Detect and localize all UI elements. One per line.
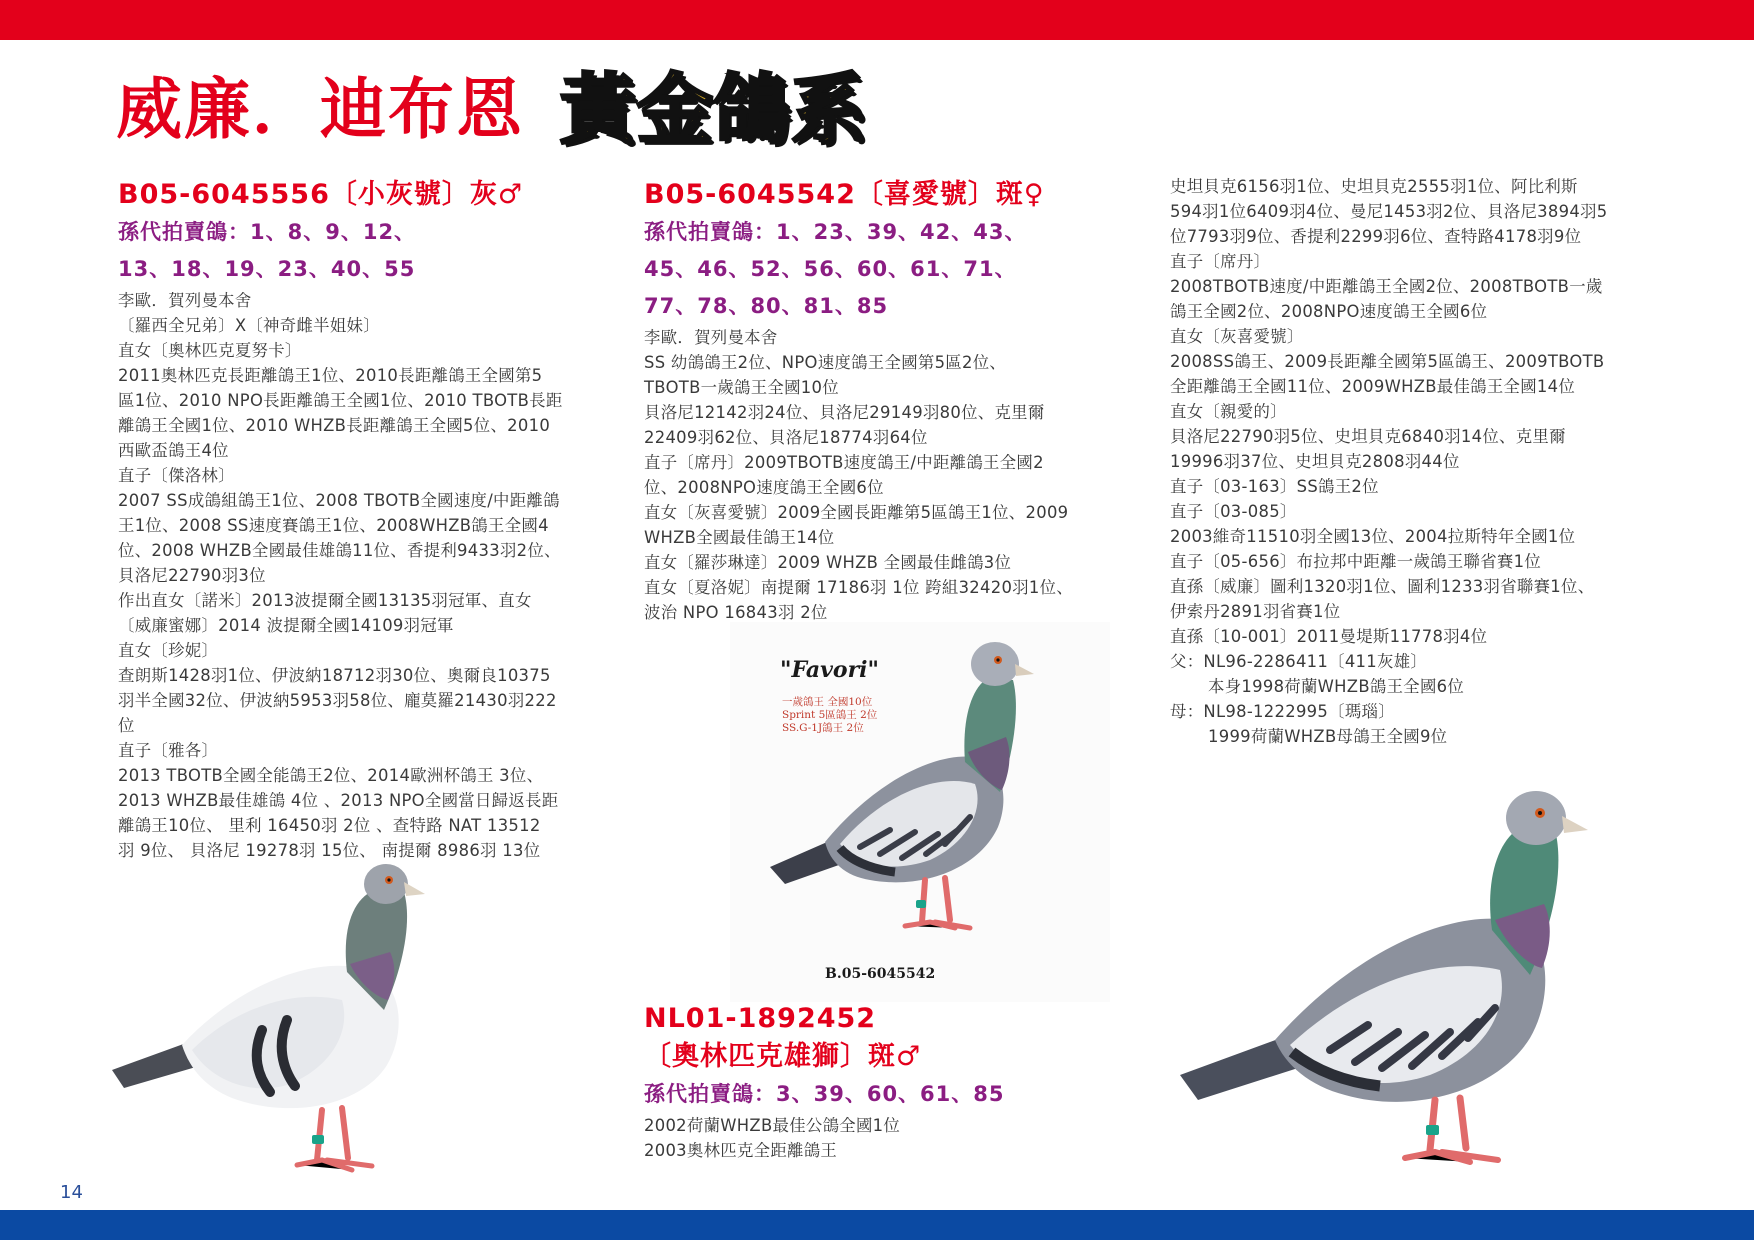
pedigree-line: 直女〔珍妮〕: [118, 641, 219, 660]
pedigree-line: 直女〔灰喜愛號〕: [1170, 327, 1304, 346]
pigeon-section-1-continued: [1170, 174, 1648, 749]
photo-caption-line: Sprint 5區鴿王 2位: [782, 709, 878, 721]
photo-name-label: "Favori": [780, 657, 879, 683]
pedigree-line: 直子〔席丹〕: [1170, 252, 1271, 271]
top-red-band: [0, 0, 1754, 40]
pedigree-line: 直子〔席丹〕2009TBOTB速度鴿王/中距離鴿王全國2: [644, 453, 1044, 472]
pedigree-line: 波治 NPO 16843羽 2位: [644, 603, 828, 622]
pigeon-section-2: [644, 176, 1122, 625]
photo-ring-label: B.05-6045542: [825, 966, 936, 982]
pedigree-line: 直女〔奧林匹克夏努卡〕: [118, 341, 302, 360]
auction-offspring-line: 77、78、80、81、85: [644, 294, 889, 318]
pedigree-line: 位7793羽9位、香提利2299羽6位、查特路4178羽9位: [1170, 227, 1582, 246]
ring-number-heading: B05-6045542〔喜愛號〕斑♀: [644, 179, 1045, 210]
pedigree-line: 貝洛尼22790羽3位: [118, 566, 266, 585]
pedigree-line: 區1位、2010 NPO長距離鴿王全國1位、2010 TBOTB長距: [118, 391, 563, 410]
pedigree-line: 查朗斯1428羽1位、伊波納18712羽30位、奧爾良10375: [118, 666, 551, 685]
pedigree-line: SS 幼鴿鴿王2位、NPO速度鴿王全國第5區2位、: [644, 353, 1007, 372]
pedigree-text: [644, 1113, 1122, 1163]
pedigree-line: 22409羽62位、貝洛尼18774羽64位: [644, 428, 928, 447]
pedigree-line: 全距離鴿王全國11位、2009WHZB最佳鴿王全國14位: [1170, 377, 1576, 396]
auction-offspring-line: 13、18、19、23、40、55: [118, 257, 416, 281]
pedigree-line: 2011奧林匹克長距離鴿王1位、2010長距離鴿王全國第5: [118, 366, 543, 385]
ring-name-heading: 〔奧林匹克雄獅〕斑♂: [644, 1041, 922, 1072]
pedigree-line: 貝洛尼12142羽24位、貝洛尼29149羽80位、克里爾: [644, 403, 1045, 422]
pigeon-section-1: [118, 176, 596, 863]
pedigree-line: 史坦貝克6156羽1位、史坦貝克2555羽1位、阿比利斯: [1170, 177, 1578, 196]
pedigree-line: 位: [118, 716, 135, 735]
pedigree-line: 鴿王全國2位、2008NPO速度鴿王全國6位: [1170, 302, 1488, 321]
photo-caption-line: 一歲鴿王 全國10位: [782, 696, 873, 708]
pedigree-line: 直子〔03-163〕SS鴿王2位: [1170, 477, 1379, 496]
pedigree-line: 直女〔羅莎琳達〕2009 WHZB 全國最佳雌鴿3位: [644, 553, 1012, 572]
pedigree-line: 2003維奇11510羽全國13位、2004拉斯特年全國1位: [1170, 527, 1576, 546]
pedigree-line: 西歐盃鴿王4位: [118, 441, 229, 460]
pedigree-line: 2002荷蘭WHZB最佳公鴿全國1位: [644, 1116, 901, 1135]
photo-caption-line: SS.G-1J鴿王 2位: [782, 722, 864, 734]
pedigree-line: 〔威廉蜜娜〕2014 波提爾全國14109羽冠軍: [118, 616, 454, 635]
auction-offspring-line: 孫代拍賣鴿：1、8、9、12、: [118, 220, 417, 244]
pedigree-line: 李歐．賀列曼本舍: [118, 291, 252, 310]
pigeon-photo-large-checker: [1180, 770, 1650, 1190]
pedigree-text: [1170, 174, 1648, 749]
pedigree-line: 作出直女〔諾米〕2013波提爾全國13135羽冠軍、直女: [118, 591, 532, 610]
auction-offspring-line: 孫代拍賣鴿：3、39、60、61、85: [644, 1082, 1005, 1106]
pedigree-line: 母：NL98-1222995〔瑪瑙〕: [1170, 702, 1395, 721]
pigeon-photo-favori: [730, 622, 1110, 1002]
ring-number-heading: B05-6045556〔小灰號〕灰♂: [118, 179, 524, 210]
pedigree-line: 直女〔夏洛妮〕南提爾 17186羽 1位 跨組32420羽1位、: [644, 578, 1074, 597]
pedigree-line: 直女〔親愛的〕: [1170, 402, 1287, 421]
pedigree-line: 2008TBOTB速度/中距離鴿王全國2位、2008TBOTB一歲: [1170, 277, 1603, 296]
pedigree-line: 直子〔傑洛林〕: [118, 466, 235, 485]
pedigree-line: 2013 WHZB最佳雄鴿 4位 、2013 NPO全國當日歸返長距: [118, 791, 559, 810]
pedigree-line: 離鴿王10位、 里利 16450羽 2位 、查特路 NAT 13512: [118, 816, 541, 835]
pedigree-line: 2013 TBOTB全國全能鴿王2位、2014歐洲杯鴿王 3位、: [118, 766, 544, 785]
pedigree-line: 王1位、2008 SS速度賽鴿王1位、2008WHZB鴿王全國4: [118, 516, 549, 535]
pedigree-line: 2008SS鴿王、2009長距離全國第5區鴿王、2009TBOTB: [1170, 352, 1605, 371]
pedigree-line: 19996羽37位、史坦貝克2808羽44位: [1170, 452, 1460, 471]
pedigree-text: [644, 325, 1122, 625]
title-breeder-name: 威廉．迪布恩: [116, 70, 524, 148]
pedigree-line: WHZB全國最佳鴿王14位: [644, 528, 835, 547]
pedigree-line: 直孫〔威廉〕圖利1320羽1位、圖利1233羽省聯賽1位、: [1170, 577, 1595, 596]
pigeon-photo-small-grey: [112, 860, 482, 1190]
pedigree-line: 2007 SS成鴿組鴿王1位、2008 TBOTB全國速度/中距離鴿: [118, 491, 560, 510]
pedigree-line: 直孫〔10-001〕2011曼堤斯11778羽4位: [1170, 627, 1488, 646]
pedigree-line: 父：NL96-2286411〔411灰雄〕: [1170, 652, 1428, 671]
bottom-blue-band: [0, 1210, 1754, 1240]
pedigree-line: 伊索丹2891羽省賽1位: [1170, 602, 1341, 621]
auction-offspring-line: 45、46、52、56、60、61、71、: [644, 257, 1017, 281]
pedigree-line: 直子〔雅各〕: [118, 741, 219, 760]
page-title: [116, 58, 868, 154]
auction-offspring-line: 孫代拍賣鴿：1、23、39、42、43、: [644, 220, 1027, 244]
pedigree-line: 羽半全國32位、伊波納5953羽58位、龐莫羅21430羽222: [118, 691, 557, 710]
pedigree-line: 直女〔灰喜愛號〕2009全國長距離第5區鴿王1位、2009: [644, 503, 1069, 522]
pedigree-line: 594羽1位6409羽4位、曼尼1453羽2位、貝洛尼3894羽5: [1170, 202, 1608, 221]
pedigree-text: [118, 288, 596, 863]
ring-number-heading: NL01-1892452: [644, 1003, 877, 1034]
pedigree-line: 位、2008 WHZB全國最佳雄鴿11位、香提利9433羽2位、: [118, 541, 561, 560]
pedigree-line: 1999荷蘭WHZB母鴿王全國9位: [1208, 727, 1448, 746]
pedigree-line: 本身1998荷蘭WHZB鴿王全國6位: [1208, 677, 1465, 696]
pedigree-line: 位、2008NPO速度鴿王全國6位: [644, 478, 884, 497]
pedigree-line: 直子〔05-656〕布拉邦中距離一歲鴿王聯省賽1位: [1170, 552, 1542, 571]
pedigree-line: 貝洛尼22790羽5位、史坦貝克6840羽14位、克里爾: [1170, 427, 1566, 446]
pedigree-line: 2003奧林匹克全距離鴿王: [644, 1141, 838, 1160]
pedigree-line: 直子〔03-085〕: [1170, 502, 1297, 521]
page-number: 14: [60, 1182, 83, 1203]
pigeon-section-3: [644, 1000, 1122, 1163]
pedigree-line: 〔羅西全兄弟〕X〔神奇雌半姐妹〕: [118, 316, 380, 335]
title-golden-line: 黃金鴿系: [560, 64, 868, 154]
pedigree-line: 離鴿王全國1位、2010 WHZB長距離鴿王全國5位、2010: [118, 416, 551, 435]
pedigree-line: 羽 9位、 貝洛尼 19278羽 15位、 南提爾 8986羽 13位: [118, 841, 541, 860]
pedigree-line: TBOTB一歲鴿王全國10位: [644, 378, 839, 397]
pedigree-line: 李歐．賀列曼本舍: [644, 328, 778, 347]
